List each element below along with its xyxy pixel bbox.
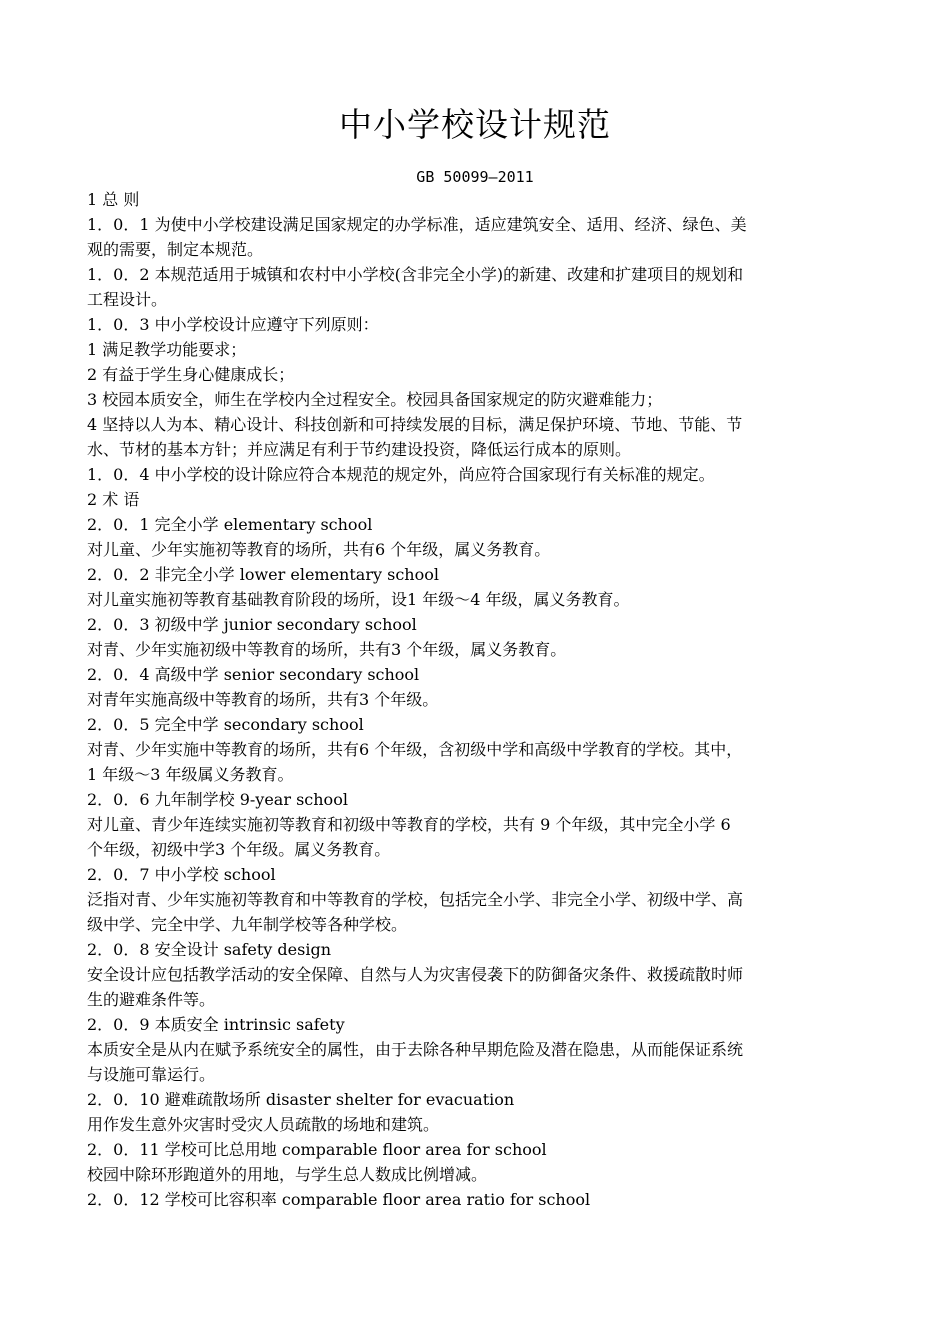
text-line: 工程设计。 [87,290,168,309]
text-line: 2．0．10 避难疏散场所 disaster shelter for evacuation [87,1090,515,1109]
text-line: 2．0．8 安全设计 safety design [87,940,331,959]
text-line: 对儿童、少年实施初等教育的场所，共有6 个年级，属义务教育。 [87,540,551,559]
text-line: 2．0．4 高级中学 senior secondary school [87,665,420,684]
text-line: 安全设计应包括教学活动的安全保障、自然与人为灾害侵袭下的防御备灾条件、救援疏散时师 [87,965,744,984]
text-line: 1．0．4 中小学校的设计除应符合本规范的规定外，尚应符合国家现行有关标准的规定。 [87,465,715,484]
text-line: 1．0．3 中小学校设计应遵守下列原则： [87,315,379,334]
text-line: 对青、少年实施初级中等教育的场所，共有3 个年级，属义务教育。 [87,640,567,659]
text-line: 2．0．11 学校可比总用地 comparable floor area for school [87,1140,547,1159]
text-line: 2 术 语 [87,490,140,509]
text-line: 校园中除环形跑道外的用地，与学生总人数成比例增减。 [87,1165,488,1184]
document-title: 中小学校设计规范 [339,105,611,144]
text-line: 个年级，初级中学3 个年级。属义务教育。 [87,840,391,859]
text-line: 对青、少年实施中等教育的场所，共有6 个年级，含初级中学和高级中学教育的学校。其中， [87,740,743,759]
text-line: 对儿童、青少年连续实施初等教育和初级中等教育的学校，共有 9 个年级，其中完全小学 6 [87,815,731,834]
text-line: 3 校园本质安全，师生在学校内全过程安全。校园具备国家规定的防灾避难能力； [87,390,663,409]
text-line: 2．0．1 完全小学 elementary school [87,515,373,534]
text-line: 4 坚持以人为本、精心设计、科技创新和可持续发展的目标，满足保护环境、节地、节能、节 [87,415,743,434]
standard-code: GB 50099—2011 [416,168,534,186]
text-line: 2．0．3 初级中学 junior secondary school [87,615,417,634]
text-line: 泛指对青、少年实施初等教育和中等教育的学校，包括完全小学、非完全小学、初级中学、高 [87,890,744,909]
text-line: 1．0．1 为使中小学校建设满足国家规定的办学标准，适应建筑安全、适用、经济、绿色、美 [87,215,747,234]
text-line: 观的需要，制定本规范。 [87,240,264,259]
text-line: 2．0．2 非完全小学 lower elementary school [87,565,439,584]
text-line: 级中学、完全中学、九年制学校等各种学校。 [87,915,408,934]
text-line: 2．0．12 学校可比容积率 comparable floor area ratio for school [87,1190,591,1209]
text-line: 2．0．5 完全中学 secondary school [87,715,364,734]
document-body [87,187,867,1212]
text-line: 2 有益于学生身心健康成长； [87,365,295,384]
text-line: 本质安全是从内在赋予系统安全的属性，由于去除各种早期危险及潜在隐患，从而能保证系统 [87,1040,744,1059]
text-line: 2．0．6 九年制学校 9-year school [87,790,348,809]
text-line: 2．0．9 本质安全 intrinsic safety [87,1015,345,1034]
text-line: 水、节材的基本方针；并应满足有利于节约建设投资，降低运行成本的原则。 [87,440,632,459]
text-line: 生的避难条件等。 [87,990,216,1009]
text-line: 用作发生意外灾害时受灾人员疏散的场地和建筑。 [87,1115,440,1134]
text-line: 1 满足教学功能要求； [87,340,247,359]
text-line: 1 总 则 [87,190,140,209]
text-line: 1．0．2 本规范适用于城镇和农村中小学校(含非完全小学)的新建、改建和扩建项目的规划和 [87,265,744,284]
text-line: 2．0．7 中小学校 school [87,865,276,884]
text-line: 与设施可靠运行。 [87,1065,216,1084]
text-line: 1 年级～3 年级属义务教育。 [87,765,294,784]
text-line: 对青年实施高级中等教育的场所，共有3 个年级。 [87,690,439,709]
text-line: 对儿童实施初等教育基础教育阶段的场所，设1 年级～4 年级，属义务教育。 [87,590,630,609]
